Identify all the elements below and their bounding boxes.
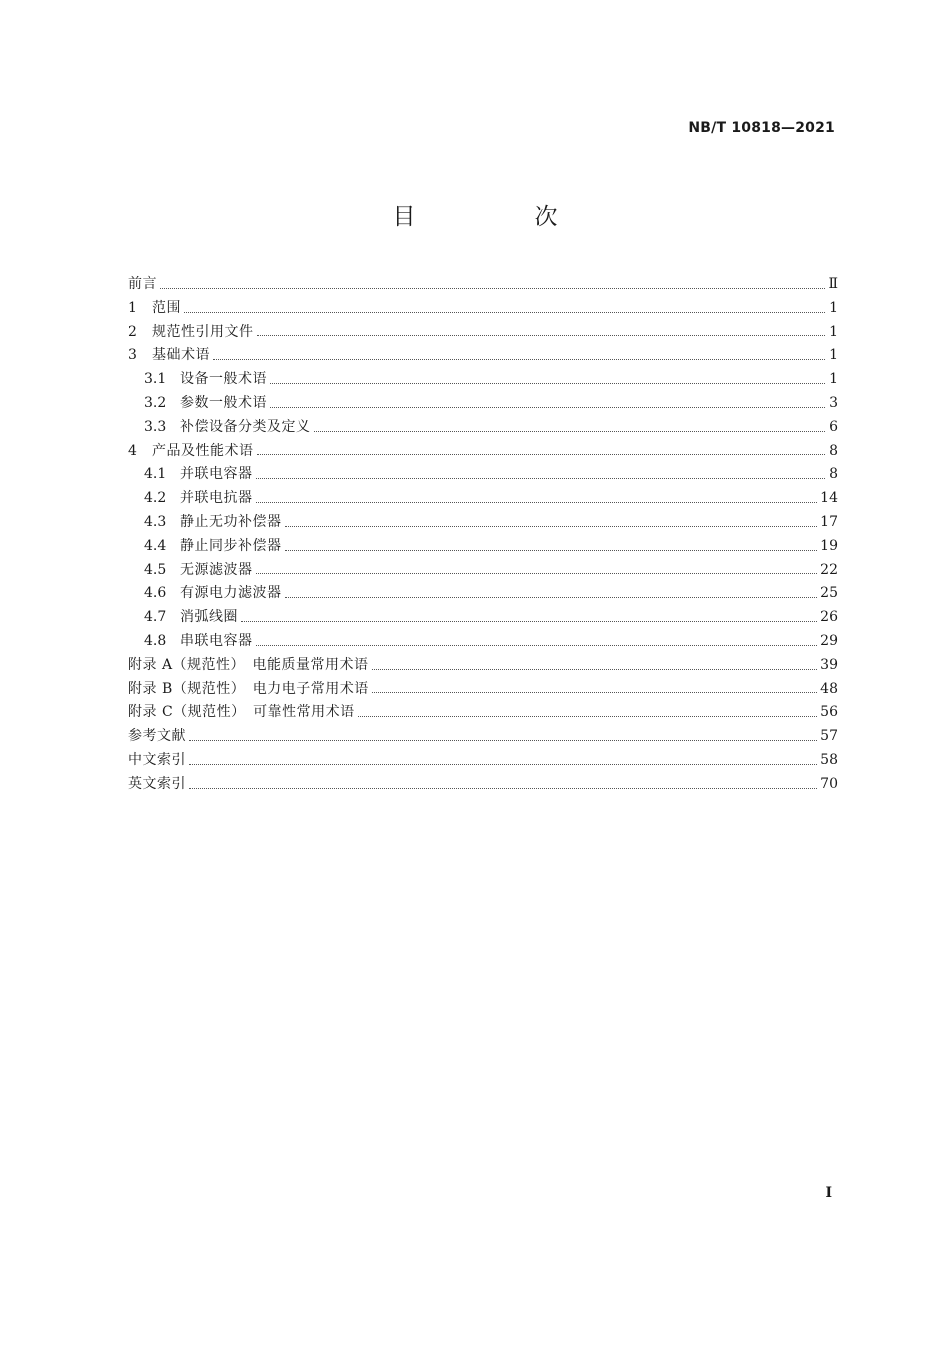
dot-leader: [257, 334, 826, 336]
dot-leader: [270, 406, 825, 408]
toc-entry-number: 2: [128, 323, 137, 340]
toc-entry-number: 3.1: [144, 371, 167, 388]
toc-entry-label: 中文索引: [128, 751, 186, 768]
toc-entry[interactable]: [128, 321, 838, 345]
dot-leader: [184, 311, 825, 313]
dot-leader: [314, 430, 826, 432]
dot-leader: [256, 644, 818, 646]
dot-leader: [256, 501, 818, 503]
toc-entry-page: 1: [829, 299, 838, 316]
toc-entry-number: 4.3: [144, 513, 167, 530]
toc-entry[interactable]: [128, 749, 838, 773]
toc-entry-label: 附录 C（规范性） 可靠性常用术语: [128, 704, 355, 721]
toc-entry-label: 前言: [128, 276, 157, 292]
toc-entry-number: 4: [128, 442, 137, 459]
toc-entry-page: 14: [820, 490, 838, 507]
toc-entry-label: 产品及性能术语: [152, 442, 254, 459]
toc-entry-page: 56: [820, 704, 838, 721]
toc-entry[interactable]: [128, 487, 838, 511]
dot-leader: [372, 668, 818, 670]
dot-leader: [256, 477, 826, 479]
toc-entry-label: 无源滤波器: [180, 561, 253, 578]
dot-leader: [257, 453, 826, 455]
toc-entry-label: 参数一般术语: [180, 394, 267, 411]
dot-leader: [213, 358, 825, 360]
dot-leader: [270, 382, 825, 384]
toc-entry-page: 8: [829, 466, 838, 483]
toc-entry-label: 补偿设备分类及定义: [180, 418, 311, 435]
toc-entry-page: 29: [820, 632, 838, 649]
toc-entry-label: 串联电容器: [180, 632, 253, 649]
dot-leader: [285, 549, 818, 551]
toc-entry[interactable]: [128, 273, 838, 297]
toc-entry-number: 4.8: [144, 632, 167, 649]
page-number: I: [825, 1185, 832, 1201]
toc-entry-page: 19: [820, 537, 838, 554]
toc-entry[interactable]: [128, 297, 838, 321]
toc-entry[interactable]: [128, 725, 838, 749]
toc-entry-number: 4.1: [144, 466, 167, 483]
toc-entry-page: 1: [829, 323, 838, 340]
dot-leader: [285, 525, 818, 527]
toc-entry-page: 57: [820, 728, 838, 745]
toc-entry[interactable]: [128, 416, 838, 440]
toc-entry-page: 25: [820, 585, 838, 602]
dot-leader: [256, 572, 818, 574]
toc-entry-number: 3.2: [144, 394, 167, 411]
toc-entry[interactable]: [128, 559, 838, 583]
toc-entry-label: 有源电力滤波器: [180, 585, 282, 602]
toc-entry-label: 规范性引用文件: [152, 323, 254, 340]
toc-entry-label: 设备一般术语: [180, 371, 267, 388]
toc-entry-page: 1: [829, 371, 838, 388]
table-of-contents: [128, 273, 838, 797]
dot-leader: [285, 596, 818, 598]
toc-entry-label: 静止同步补偿器: [180, 537, 282, 554]
toc-entry-number: 3: [128, 347, 137, 364]
toc-entry[interactable]: [128, 368, 838, 392]
toc-entry[interactable]: [128, 344, 838, 368]
toc-entry-page: 70: [820, 775, 838, 792]
toc-entry[interactable]: [128, 678, 838, 702]
toc-entry-label: 范围: [152, 299, 181, 316]
toc-entry-label: 并联电抗器: [180, 490, 253, 507]
toc-entry-page: 3: [829, 394, 838, 411]
toc-entry-page: 58: [820, 751, 838, 768]
toc-entry[interactable]: [128, 773, 838, 797]
toc-entry-page: Ⅱ: [828, 276, 838, 292]
toc-entry[interactable]: [128, 463, 838, 487]
dot-leader: [189, 763, 817, 765]
toc-entry-page: 48: [820, 680, 838, 697]
toc-entry[interactable]: [128, 440, 838, 464]
toc-entry-label: 基础术语: [152, 347, 210, 364]
toc-entry-number: 4.7: [144, 609, 167, 626]
toc-entry-page: 1: [829, 347, 838, 364]
toc-entry-page: 17: [820, 513, 838, 530]
toc-entry-label: 英文索引: [128, 775, 186, 792]
toc-entry-page: 26: [820, 609, 838, 626]
page-title: 目 次: [392, 204, 606, 230]
dot-leader: [189, 739, 817, 741]
toc-entry-number: 3.3: [144, 418, 167, 435]
toc-entry-label: 静止无功补偿器: [180, 513, 282, 530]
toc-entry-page: 22: [820, 561, 838, 578]
toc-entry-number: 4.5: [144, 561, 167, 578]
toc-entry-label: 并联电容器: [180, 466, 253, 483]
toc-entry-label: 消弧线圈: [180, 609, 238, 626]
toc-entry-label: 附录 A（规范性） 电能质量常用术语: [128, 656, 369, 673]
toc-entry[interactable]: [128, 630, 838, 654]
toc-entry[interactable]: [128, 701, 838, 725]
dot-leader: [372, 691, 817, 693]
dot-leader: [241, 620, 817, 622]
toc-entry[interactable]: [128, 392, 838, 416]
toc-entry-number: 4.4: [144, 537, 167, 554]
toc-entry-number: 4.6: [144, 585, 167, 602]
toc-entry[interactable]: [128, 535, 838, 559]
toc-entry-page: 39: [820, 656, 838, 673]
toc-entry[interactable]: [128, 606, 838, 630]
toc-entry[interactable]: [128, 654, 838, 678]
toc-entry-page: 8: [829, 442, 838, 459]
dot-leader: [189, 787, 817, 789]
toc-entry-label: 参考文献: [128, 728, 186, 745]
toc-entry-page: 6: [829, 418, 838, 435]
toc-entry[interactable]: [128, 511, 838, 535]
toc-entry-number: 1: [128, 299, 137, 316]
toc-entry-number: 4.2: [144, 490, 167, 507]
standard-number: NB/T 10818—2021: [688, 120, 835, 136]
toc-entry-label: 附录 B（规范性） 电力电子常用术语: [128, 680, 369, 697]
dot-leader: [358, 715, 818, 717]
toc-entry[interactable]: [128, 582, 838, 606]
dot-leader: [160, 287, 825, 289]
